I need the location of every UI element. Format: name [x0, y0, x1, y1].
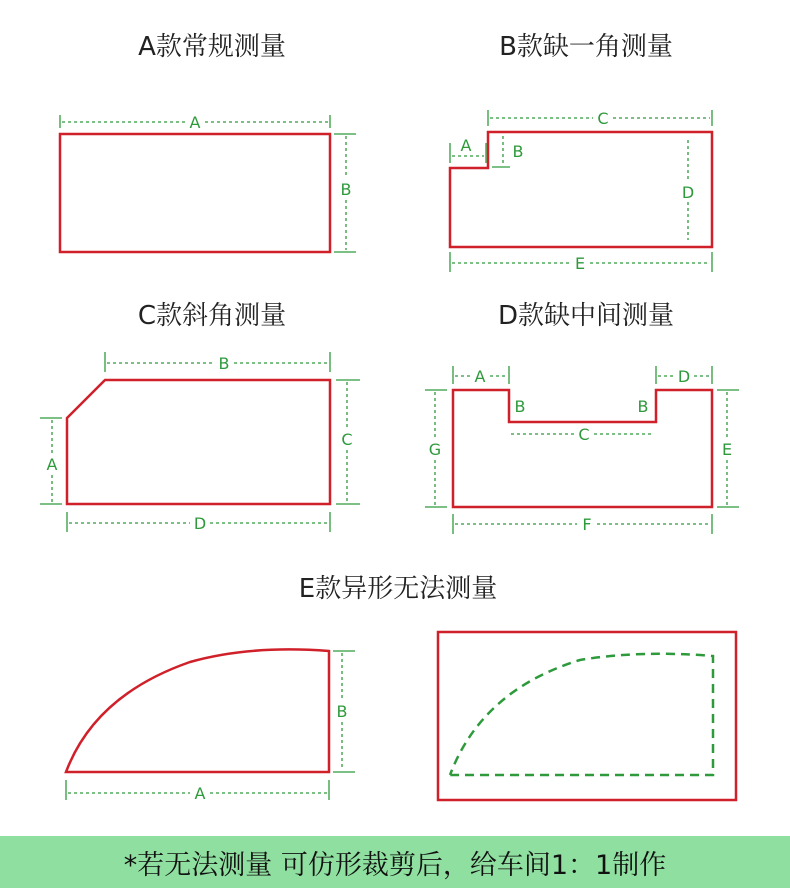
panel-a-label-a: A: [189, 113, 201, 132]
panel-b-label-e: E: [574, 254, 586, 273]
panel-a-shape: [60, 134, 330, 252]
panel-d-label-b-right: B: [637, 397, 649, 416]
panel-a-dim-b: [334, 134, 356, 252]
panel-d-dim-g: [425, 390, 447, 507]
panel-e-dim-a: [66, 780, 329, 803]
panel-c-label-a: A: [46, 455, 58, 474]
panel-b-dim-e: [450, 252, 712, 273]
panel-b-dim-c: [488, 109, 712, 128]
panel-b-label-b: B: [512, 142, 524, 161]
panel-b: [450, 32, 712, 273]
footer-note-bar: [0, 836, 790, 888]
panel-b-dim-a: [450, 136, 486, 163]
panel-c-label-b: B: [218, 354, 230, 373]
panel-a-title: A款常规测量: [138, 32, 286, 62]
panel-b-shape: [450, 132, 712, 247]
panel-c-dim-c: [336, 380, 360, 504]
panel-d-label-a: A: [474, 367, 486, 386]
panel-c-label-c: C: [341, 430, 353, 449]
panel-b-dim-b: [492, 136, 523, 167]
panel-c-dim-a: [40, 418, 62, 504]
panel-c-title: C款斜角测量: [137, 301, 287, 331]
panel-e-title: E款异形无法测量: [298, 574, 498, 604]
panel-d-shape: [453, 390, 712, 507]
panel-c-shape: [67, 380, 330, 504]
panel-e-label-a: A: [194, 784, 206, 803]
panel-e-label-b: B: [336, 702, 348, 721]
panel-c: [40, 301, 360, 533]
footer-note: *若无法测量 可仿形裁剪后，给车间1：1制作: [123, 849, 667, 881]
panel-b-label-c: C: [597, 109, 609, 128]
panel-c-label-d: D: [193, 514, 207, 533]
panel-d-label-c: C: [578, 425, 590, 444]
panel-e-trace-outline: [450, 654, 713, 775]
panel-d-label-d: D: [677, 367, 691, 386]
panel-d-dim-c: [511, 425, 654, 444]
panel-d-dim-d: [656, 366, 712, 386]
panel-d-label-f: F: [582, 515, 592, 534]
panel-b-label-d: D: [681, 183, 695, 202]
panel-b-title: B款缺一角测量: [499, 32, 673, 62]
panel-d-label-b-left: B: [514, 397, 526, 416]
panel-d-dim-e: [717, 390, 739, 507]
panel-a-label-b: B: [340, 180, 352, 199]
panel-d-dim-a: [453, 366, 509, 386]
panel-c-dim-d: [67, 512, 330, 533]
panel-d: [425, 301, 739, 534]
panel-d-label-e: E: [721, 440, 733, 459]
panel-e-curved-shape: [66, 649, 329, 772]
panel-e: [66, 574, 736, 803]
panel-c-dim-b: [105, 352, 330, 373]
panel-e-dim-b: [333, 651, 355, 772]
panel-d-dim-f: [453, 514, 712, 534]
panel-d-label-g: G: [428, 440, 442, 459]
panel-b-label-a: A: [460, 136, 472, 155]
panel-b-dim-d: [682, 140, 694, 240]
panel-a-dim-a: [60, 113, 330, 132]
panel-a: [60, 32, 356, 252]
panel-d-title: D款缺中间测量: [497, 301, 675, 331]
